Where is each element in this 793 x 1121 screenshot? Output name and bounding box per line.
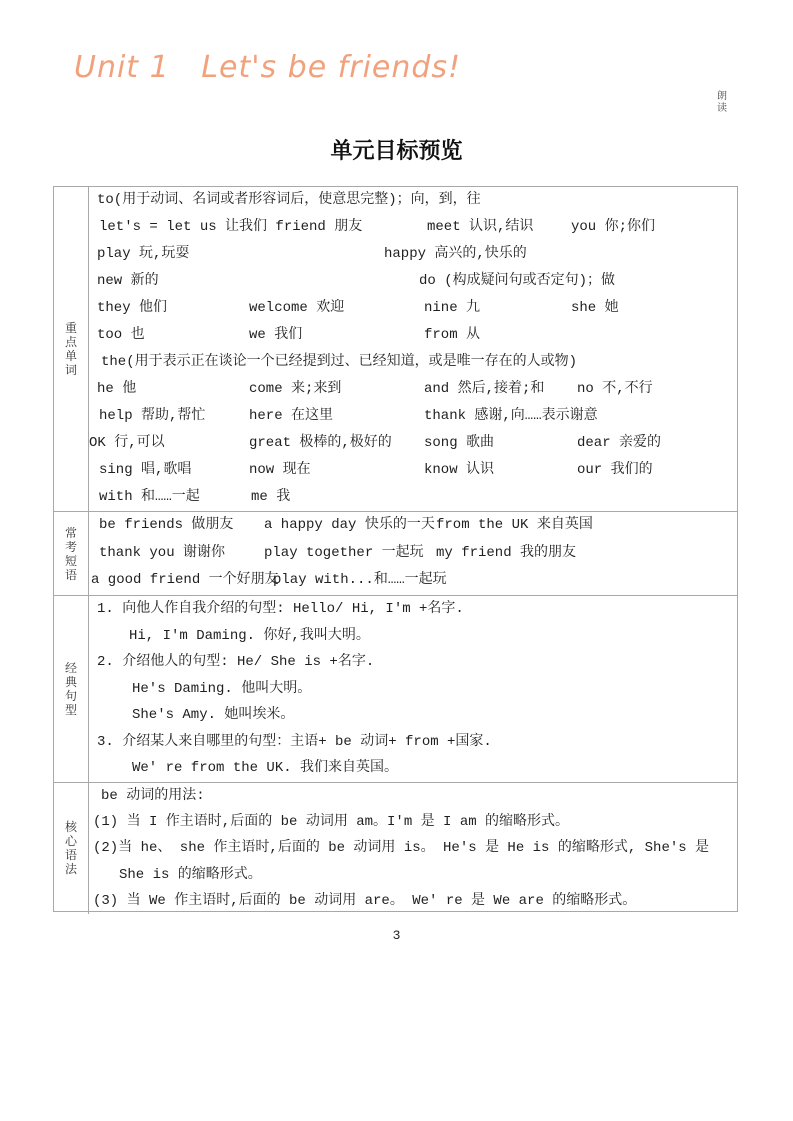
- text-segment: know 认识: [424, 462, 495, 478]
- text-segment: let's = let us 让我们 friend 朋友: [99, 219, 363, 235]
- page-number: 3: [392, 928, 401, 943]
- text-segment: (3) 当 We 作主语时,后面的 be 动词用 are。 We' re 是 We are 的缩略形式。: [93, 892, 637, 909]
- text-segment: 2. 介绍他人的句型: He/ She is +名字.: [97, 654, 375, 671]
- text-line: [89, 241, 737, 268]
- row-label-common-phrases: 常考短语: [64, 525, 77, 582]
- row-label-classic-sentences: 经典句型: [64, 661, 77, 717]
- text-segment: be friends 做朋友: [99, 517, 234, 533]
- row-label-cell: [54, 512, 89, 595]
- table-row-key-words: [54, 187, 737, 511]
- text-segment: play with...和……一起玩: [273, 572, 447, 589]
- text-segment: She is 的缩略形式。: [119, 866, 262, 883]
- text-line: [89, 702, 737, 729]
- text-segment: from the UK 来自英国: [436, 517, 593, 533]
- text-segment: here 在这里: [249, 408, 334, 424]
- text-line: [89, 649, 737, 676]
- text-line: [89, 540, 737, 568]
- text-segment: play 玩,玩耍: [97, 246, 190, 262]
- text-segment: and 然后,接着;和: [424, 381, 545, 397]
- text-segment: happy 高兴的,快乐的: [384, 246, 527, 262]
- text-segment: our 我们的: [577, 462, 653, 478]
- row-content-classic-sentences: [89, 596, 737, 782]
- text-line: [89, 835, 737, 861]
- text-segment: welcome 欢迎: [249, 300, 345, 316]
- text-line: [89, 403, 737, 430]
- text-segment: from 从: [424, 327, 481, 343]
- text-line: [89, 430, 737, 457]
- text-line: [89, 755, 737, 782]
- text-segment: Hi, I'm Daming. 你好,我叫大明。: [129, 627, 370, 644]
- text-segment: be 动词的用法:: [101, 788, 205, 804]
- table-row-common-phrases: [54, 511, 737, 595]
- row-label-cell: [54, 783, 89, 914]
- text-line: [89, 888, 737, 914]
- text-line: [89, 214, 737, 241]
- text-segment: come 来;来到: [249, 381, 342, 397]
- unit-title: Unit 1 Let's be friends!: [74, 50, 462, 85]
- text-line: [89, 322, 737, 349]
- text-line: [89, 457, 737, 484]
- text-segment: with 和……一起: [99, 489, 200, 505]
- text-segment: new 新的: [97, 273, 159, 289]
- text-line: [89, 862, 737, 888]
- text-segment: they 他们: [97, 300, 168, 316]
- row-content-core-grammar: [89, 783, 737, 914]
- text-segment: he 他: [97, 381, 137, 397]
- text-segment: 1. 向他人作自我介绍的句型: Hello/ Hi, I'm +名字.: [97, 600, 464, 617]
- text-segment: she 她: [571, 300, 619, 316]
- text-line: [89, 729, 737, 756]
- text-segment: my friend 我的朋友: [436, 544, 577, 561]
- text-line: [89, 783, 737, 809]
- row-label-core-grammar: 核心语法: [64, 820, 77, 877]
- text-segment: no 不,不行: [577, 381, 653, 397]
- text-segment: me 我: [251, 489, 291, 505]
- read-aloud-button[interactable]: 朗读: [717, 92, 727, 115]
- text-segment: He's Daming. 他叫大明。: [132, 680, 312, 697]
- text-segment: (1) 当 I 作主语时,后面的 be 动词用 am。I'm 是 I am 的缩略形式。: [93, 814, 570, 831]
- text-line: [89, 349, 737, 376]
- text-line: [89, 187, 737, 214]
- text-segment: 3. 介绍某人来自哪里的句型：主语+ be 动词+ from +国家.: [97, 733, 492, 750]
- text-line: [89, 376, 737, 403]
- text-segment: nine 九: [424, 300, 481, 316]
- row-content-common-phrases: [89, 512, 737, 595]
- text-line: [89, 512, 737, 540]
- table-row-classic-sentences: [54, 595, 737, 782]
- row-label-cell: [54, 187, 89, 511]
- text-segment: do (构成疑问句或否定句)；做: [419, 273, 616, 289]
- text-segment: the(用于表示正在谈论一个已经提到过、已经知道，或是唯一存在的人或物): [101, 354, 578, 370]
- text-segment: now 现在: [249, 462, 311, 478]
- text-segment: a good friend 一个好朋友: [91, 572, 279, 589]
- text-line: [89, 623, 737, 650]
- text-line: [89, 295, 737, 322]
- text-segment: We' re from the UK. 我们来自英国。: [132, 760, 399, 777]
- section-heading: 单元目标预览: [330, 138, 463, 163]
- text-segment: we 我们: [249, 327, 303, 343]
- text-segment: OK 行,可以: [89, 435, 165, 451]
- text-segment: meet 认识,结识: [427, 219, 534, 235]
- text-segment: She's Amy. 她叫埃米。: [132, 707, 295, 724]
- text-segment: to(用于动词、名词或者形容词后，使意思完整)；向，到，往: [97, 192, 481, 208]
- text-line: [89, 809, 737, 835]
- text-line: [89, 676, 737, 703]
- unit-preview-table: [53, 186, 738, 912]
- text-segment: too 也: [97, 327, 145, 343]
- text-segment: great 极棒的,极好的: [249, 435, 392, 451]
- text-segment: play together 一起玩: [264, 544, 424, 561]
- text-segment: sing 唱,歌唱: [99, 462, 192, 478]
- text-segment: (2)当 he、 she 作主语时,后面的 be 动词用 is。 He's 是 He is 的缩略形式, She's 是: [93, 840, 710, 857]
- text-line: [89, 484, 737, 511]
- text-line: [89, 567, 737, 595]
- row-content-key-words: [89, 187, 737, 511]
- text-segment: song 歌曲: [424, 435, 495, 451]
- text-line: [89, 596, 737, 623]
- row-label-cell: [54, 596, 89, 782]
- text-line: [89, 268, 737, 295]
- text-segment: dear 亲爱的: [577, 435, 662, 451]
- text-segment: a happy day 快乐的一天: [264, 517, 435, 533]
- table-row-core-grammar: [54, 782, 737, 914]
- text-segment: thank 感谢,向……表示谢意: [424, 408, 598, 424]
- text-segment: thank you 谢谢你: [99, 544, 226, 561]
- row-label-key-words: 重点单词: [64, 321, 77, 377]
- text-segment: you 你;你们: [571, 219, 656, 235]
- text-segment: help 帮助,帮忙: [99, 408, 206, 424]
